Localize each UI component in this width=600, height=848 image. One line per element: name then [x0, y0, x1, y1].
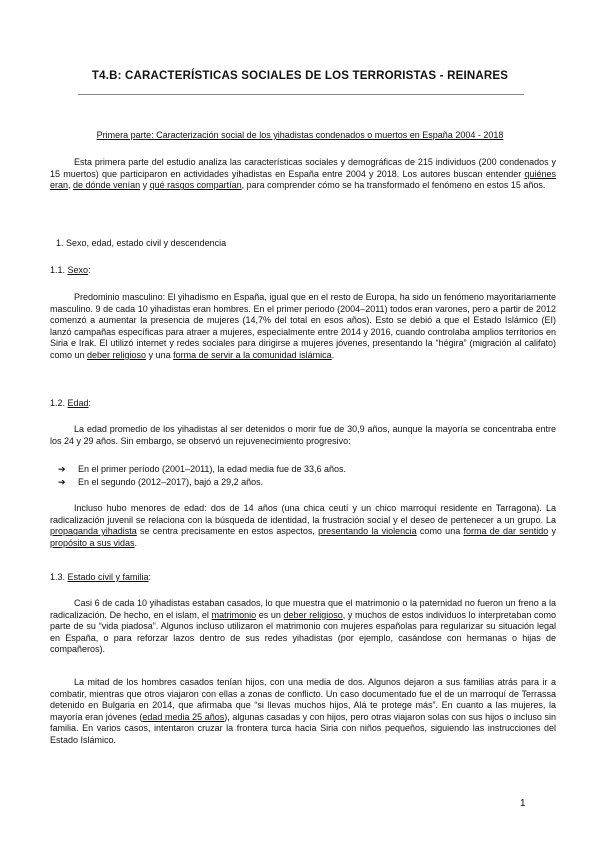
intro-text: , [68, 180, 74, 191]
sexo-emphasis: deber religioso [87, 349, 147, 360]
civil-paragraph [50, 598, 556, 656]
sexo-text: y una [146, 349, 174, 360]
section-subtitle: Primera parte: Caracterización social de los yihadistas condenados o muertos en España 2004 - 2018 [96, 130, 504, 140]
intro-emphasis: qué rasgos compartían [149, 180, 242, 191]
menores-text: y [548, 526, 556, 537]
intro-text: Esta primera parte del estudio analiza las características sociales y demográficas de 215 individuos (200 condenados y 15 muertos) que participaron en actividades yihadistas en España entre 2004 y 2018. Los autores buscan entender [50, 157, 556, 179]
civil-text: , y muchos de estos individuos lo interpretaban como parte de su “vida piadosa”. Algunos incluso utilizaron el matrimonio con mujeres españolas para regularizar su situación legal en España, o para reforzar lazos dentro de sus redes yihadistas (por ejemplo, casándose con hermanas o hijas de compañeros). [50, 609, 556, 655]
edad-bullet [58, 477, 263, 488]
edad-bullet [58, 464, 346, 475]
sexo-emphasis: forma de servir a la comunidad islámica [173, 349, 332, 360]
menores-text: como una [416, 526, 464, 537]
subsection-number: 1.3. [50, 572, 68, 582]
subsection-number: 1.2. [50, 398, 68, 408]
sexo-text: Predominio masculino: El yihadismo en España, igual que en el resto de Europa, ha sido un fenómeno mayoritariamente masculino. 9 de cada 10 yihadistas eran hombres. En el primer periodo (2004–2011) todos eran varones, pero a partir de 2012 comenzó a aumentar la presencia de mujeres (14,7% del total en esos años). Esto se debió a que el Estado Islámico (EI) lanzó campañas específicas para atraer a mujeres, especialmente entre 2014 y 2016, cuando controlaba amplios territorios en Siria e Irak. El utilizó internet y redes sociales para dirigirse a mujeres jóvenes, presentando la “hégira” (migración al califato) como un [50, 292, 556, 360]
civil-text: es un [256, 609, 284, 620]
subsection-colon: : [148, 572, 152, 582]
intro-paragraph [50, 157, 556, 192]
page-number: 1 [520, 798, 526, 809]
menores-text: Incluso hubo menores de edad: dos de 14 años (una chica ceutí y un chico marroquí residente en Tarragona). La radicalización juvenil se relaciona con la búsqueda de identidad, la frustración social y el deseo de pertenecer a un grupo. La [50, 503, 556, 525]
subsection-colon: : [88, 265, 91, 275]
intro-text: , para comprender cómo se ha transformado el fenómeno en estos 15 años. [241, 180, 546, 191]
subsection-label: Sexo [67, 265, 89, 275]
hijos-text: La mitad de los hombres casados tenían hijos, con una media de dos. Algunos dejaron a sus familias atrás para ir a combatir, mientras que otros viajaron con ellas a zonas de conflicto. Un caso documentado fue el de un marroquí de Terrassa detenido en Bulgaria en 2014, que afirmaba que “si llevas muchos hijos, Alá te protege más”. En cuanto a las mujeres, la mayoría eran jóvenes ( [50, 677, 556, 722]
sexo-paragraph [50, 292, 556, 362]
menores-text: se centra precisamente en estos aspectos, [136, 526, 319, 537]
menores-paragraph [50, 503, 556, 549]
subsection-label: Edad [67, 398, 89, 408]
bullet-text: En el primer período (2001–2011), la edad media fue de 33,6 años. [78, 464, 347, 474]
sexo-text: . [331, 349, 335, 360]
subsection-heading-sexo [50, 265, 91, 275]
edad-paragraph: La edad promedio de los yihadistas al ser detenidos o morir fue de 30,9 años, aunque la mayoría se concentraba entre los 24 y 29 años. Sin embargo, se observó un rejuvenecimiento progresivo: [50, 424, 556, 446]
intro-emphasis: quiénes eran [50, 168, 556, 191]
menores-emphasis: propósito a sus vidas [50, 537, 135, 548]
title-divider [78, 94, 524, 95]
document-title: T4.B: CARACTERÍSTICAS SOCIALES DE LOS TERRORISTAS - REINARES [91, 70, 509, 82]
numbered-heading: 1. Sexo, edad, estado civil y descendencia [56, 238, 227, 248]
civil-emphasis: matrimonio [211, 609, 257, 620]
bullet-text: En el segundo (2012–2017), bajó a 29,2 años. [78, 477, 264, 487]
menores-emphasis: presentando la violencia [318, 526, 417, 537]
subsection-number: 1.1. [50, 265, 68, 275]
arrow-icon: ➔ [58, 477, 66, 487]
arrow-icon: ➔ [58, 464, 66, 474]
subsection-heading-civil [50, 572, 151, 582]
civil-emphasis: deber religioso [283, 609, 343, 620]
hijos-emphasis: edad media 25 años [142, 711, 225, 722]
subsection-heading-edad [50, 398, 91, 408]
civil-text: Casi 6 de cada 10 yihadistas estaban casados, lo que muestra que el matrimonio o la paternidad no fueron un freno a la radicalización. De hecho, en el islam, el [50, 598, 556, 620]
hijos-paragraph [50, 677, 556, 747]
subsection-label: Estado civil y familia [67, 572, 149, 582]
menores-text: . [134, 537, 138, 548]
menores-emphasis: propaganda yihadista [50, 526, 137, 537]
subsection-colon: : [88, 398, 92, 408]
intro-emphasis: de dónde venían [73, 180, 141, 191]
intro-text: y [140, 180, 150, 191]
hijos-text: ), algunas casadas y con hijos, pero otras viajaron solas con sus hijos o incluso sin familia. En varios casos, intentaron cruzar la frontera turca hacia Siria con niños pequeños, siguiendo las instrucciones del Estado Islámico. [50, 711, 556, 745]
menores-emphasis: forma de dar sentido [463, 526, 549, 537]
